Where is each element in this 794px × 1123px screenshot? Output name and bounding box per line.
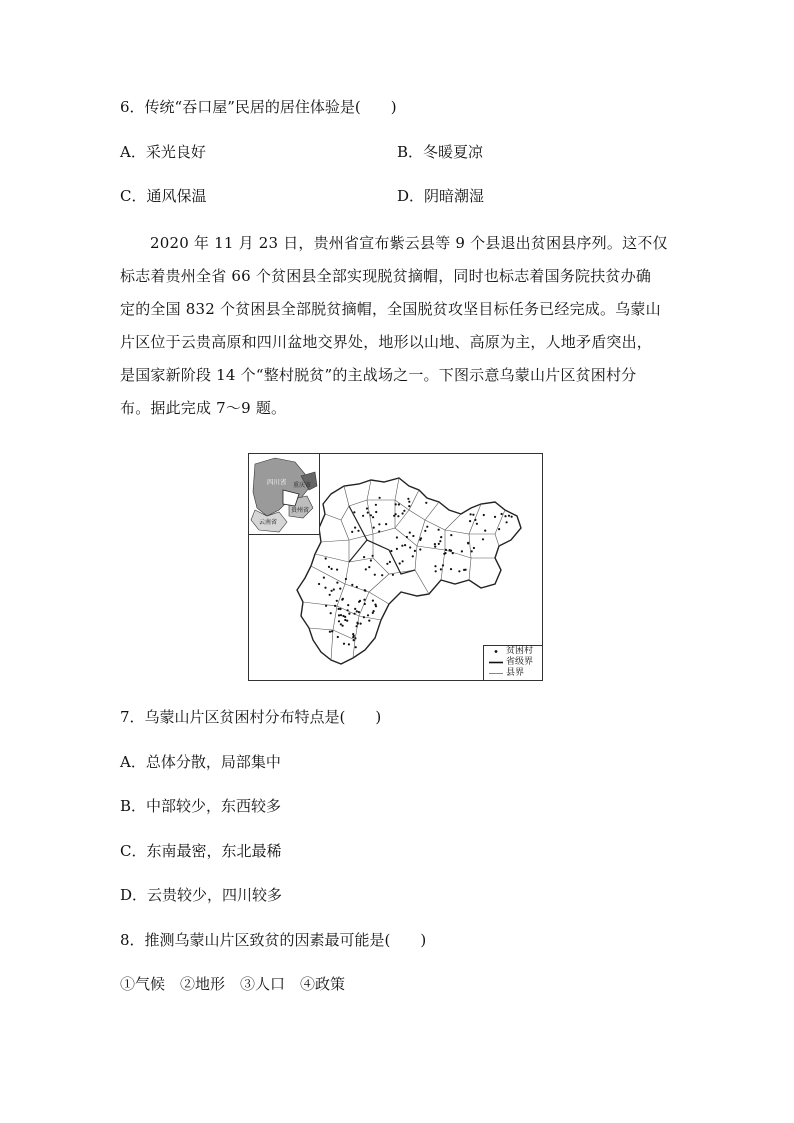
- legend-item-village: 贫困村: [484, 646, 542, 657]
- village-dot: [482, 538, 484, 540]
- village-dot: [373, 527, 375, 529]
- village-dot: [363, 616, 365, 618]
- map-legend: [483, 645, 542, 680]
- village-dot: [357, 530, 359, 532]
- village-dot: [318, 583, 320, 585]
- village-dot: [336, 582, 338, 584]
- village-dot: [372, 600, 374, 602]
- village-dot: [368, 620, 370, 622]
- village-dot: [330, 612, 332, 614]
- village-dot: [461, 550, 463, 552]
- q7-option-d: D．云贵较少，四川较多: [120, 886, 283, 904]
- village-dot: [325, 605, 327, 607]
- village-dot: [425, 502, 427, 504]
- village-dot: [343, 643, 345, 645]
- village-dot: [434, 546, 436, 548]
- q7-stem: 7．乌蒙山片区贫困村分布特点是( ): [120, 708, 382, 726]
- village-dot: [338, 608, 340, 610]
- q7-option-a: A．总体分散，局部集中: [120, 753, 281, 771]
- village-dot: [402, 560, 404, 562]
- village-dot: [348, 613, 350, 615]
- village-dot: [408, 501, 410, 503]
- village-dot: [470, 513, 472, 515]
- village-dot: [370, 514, 372, 516]
- village-dot: [401, 545, 403, 547]
- village-dot: [402, 512, 404, 514]
- village-dot: [331, 630, 333, 632]
- q6-option-b: B．冬暖夏凉: [397, 143, 484, 161]
- legend-item-province-border: 省级界: [484, 657, 542, 668]
- village-dot: [386, 563, 388, 565]
- thick-line-icon: [488, 657, 504, 668]
- village-dot: [367, 614, 369, 616]
- dot-icon: [488, 646, 504, 657]
- village-dot: [363, 556, 365, 558]
- village-dot: [484, 530, 486, 532]
- village-dot: [354, 613, 356, 615]
- village-dot: [442, 564, 444, 566]
- village-dot: [450, 550, 452, 552]
- village-dot: [409, 546, 411, 548]
- village-dot: [323, 577, 325, 579]
- village-dot: [450, 568, 452, 570]
- village-dot: [440, 568, 442, 570]
- village-dot: [420, 537, 422, 539]
- village-dot: [440, 536, 442, 538]
- q6-stem: 6．传统“吞口屋”民居的居住体验是( ): [120, 98, 397, 116]
- inset-label-guizhou: 贵州省: [291, 507, 310, 514]
- village-dot: [407, 498, 409, 500]
- location-inset-map: [249, 454, 320, 535]
- village-dot: [426, 526, 428, 528]
- village-dot: [362, 515, 364, 517]
- village-dot: [412, 535, 414, 537]
- village-dot: [346, 620, 348, 622]
- village-dot: [356, 586, 358, 588]
- village-dot: [406, 536, 408, 538]
- q8-factors: ①气候 ②地形 ③人口 ④政策: [120, 975, 346, 993]
- village-dot: [337, 636, 339, 638]
- village-dot: [424, 530, 426, 532]
- village-dot: [342, 625, 344, 627]
- q6-option-a: A．采光良好: [120, 143, 206, 161]
- village-dot: [336, 569, 338, 571]
- village-dot: [355, 646, 357, 648]
- village-dot: [450, 534, 452, 536]
- village-dot: [329, 631, 331, 633]
- q6-option-d: D．阴暗潮湿: [397, 187, 485, 205]
- village-dot: [414, 550, 416, 552]
- village-dot: [467, 542, 469, 544]
- legend-item-county-border: 县界: [484, 668, 542, 679]
- village-dot: [347, 609, 349, 611]
- village-dot: [469, 520, 471, 522]
- village-dot: [353, 639, 355, 641]
- inset-label-yunnan: 云南省: [259, 519, 278, 526]
- village-dot: [506, 521, 508, 523]
- village-dot: [395, 503, 397, 505]
- village-dot: [381, 574, 383, 576]
- village-dot: [412, 555, 414, 557]
- village-dot: [372, 555, 374, 557]
- village-dot: [372, 612, 374, 614]
- village-dot: [390, 550, 392, 552]
- village-dot: [354, 637, 356, 639]
- village-dot: [393, 515, 395, 517]
- village-dot: [474, 519, 476, 521]
- village-dot: [409, 532, 411, 534]
- village-dot: [389, 561, 391, 563]
- q7-option-b: B．中部较少，东西较多: [120, 797, 282, 815]
- village-dot: [494, 516, 496, 518]
- village-dot: [504, 515, 506, 517]
- village-dot: [498, 528, 500, 530]
- village-dot: [329, 594, 331, 596]
- village-dot: [472, 514, 474, 516]
- village-dot: [338, 620, 340, 622]
- village-dot: [445, 549, 447, 551]
- village-dot: [363, 599, 365, 601]
- village-dot: [333, 588, 335, 590]
- passage-line-2: 标志着贵州全省 66 个贫困县全部实现脱贫摘帽，同时也标志着国务院扶贫办确: [120, 267, 652, 285]
- village-dot: [398, 503, 400, 505]
- village-dot: [366, 507, 368, 509]
- village-dot: [340, 623, 342, 625]
- village-dot: [354, 527, 356, 529]
- village-dot: [328, 566, 330, 568]
- village-dot: [351, 584, 353, 586]
- village-dot: [364, 603, 366, 605]
- village-dot: [353, 511, 355, 513]
- village-dot: [465, 569, 467, 571]
- village-dot: [435, 570, 437, 572]
- village-dot: [501, 513, 503, 515]
- village-dot: [331, 590, 333, 592]
- village-dot: [434, 565, 436, 567]
- village-dot: [360, 623, 362, 625]
- village-dot: [458, 570, 460, 572]
- village-dot: [358, 611, 360, 613]
- village-dot: [367, 512, 369, 514]
- passage-line-4: 片区位于云贵高原和四川盆地交界处，地形以山地、高原为主，人地矛盾突出，: [120, 333, 653, 351]
- village-dot: [370, 559, 372, 561]
- passage-line-3: 定的全国 832 个贫困县全部脱贫摘帽，全国脱贫攻坚目标任务已经完成。乌蒙山: [120, 300, 661, 318]
- village-dot: [325, 557, 327, 559]
- village-dot: [357, 623, 359, 625]
- village-dot: [404, 544, 406, 546]
- village-dot: [378, 530, 380, 532]
- village-dot: [344, 616, 346, 618]
- village-dot: [508, 515, 510, 517]
- village-dot: [356, 610, 358, 612]
- village-dot: [345, 578, 347, 580]
- village-dot: [396, 548, 398, 550]
- village-dot: [452, 552, 454, 554]
- village-dot: [379, 497, 381, 499]
- village-dot: [339, 588, 341, 590]
- thin-line-icon: [488, 668, 504, 679]
- village-dot: [352, 633, 354, 635]
- q7-option-c: C．东南最密，东北最稀: [120, 842, 282, 860]
- village-dot: [334, 605, 336, 607]
- village-dot: [443, 553, 445, 555]
- village-dot: [356, 625, 358, 627]
- village-dot: [374, 604, 376, 606]
- village-dot: [511, 516, 513, 518]
- passage-line-1: 2020 年 11 月 23 日，贵州省宣布紫云县等 9 个县退出贫困县序列。这不仅: [150, 234, 668, 252]
- village-dot: [392, 574, 394, 576]
- village-dot: [399, 562, 401, 564]
- q6-option-c: C．通风保温: [120, 187, 207, 205]
- passage-line-5: 是国家新阶段 14 个“整村脱贫”的主战场之一。下图示意乌蒙山片区贫困村分: [120, 366, 637, 384]
- village-dot: [338, 614, 340, 616]
- village-dot: [365, 568, 367, 570]
- poverty-village-map: [248, 453, 543, 681]
- village-dot: [419, 548, 421, 550]
- village-dot: [344, 619, 346, 621]
- village-dot: [340, 614, 342, 616]
- village-dot: [396, 536, 398, 538]
- village-dot: [374, 574, 376, 576]
- village-dot: [397, 515, 399, 517]
- village-dot: [375, 511, 377, 513]
- village-dot: [471, 550, 473, 552]
- village-dot: [331, 568, 333, 570]
- village-dot: [368, 566, 370, 568]
- village-dot: [341, 599, 343, 601]
- village-dot: [348, 643, 350, 645]
- village-dot: [483, 514, 485, 516]
- village-dot: [434, 543, 436, 545]
- inset-label-chongqing: 重庆市: [293, 482, 312, 489]
- village-dot: [385, 523, 387, 525]
- village-dot: [351, 531, 353, 533]
- q8-stem: 8．推测乌蒙山片区致贫的因素最可能是( ): [120, 931, 427, 949]
- village-dot: [439, 540, 441, 542]
- village-dot: [372, 516, 374, 518]
- village-dot: [438, 543, 440, 545]
- village-dot: [354, 608, 356, 610]
- inset-label-sichuan: 四川省: [267, 478, 287, 486]
- village-dot: [358, 601, 360, 603]
- village-dot: [476, 523, 478, 525]
- village-dot: [408, 505, 410, 507]
- village-dot: [364, 590, 366, 592]
- village-dot: [324, 587, 326, 589]
- village-dot: [339, 608, 341, 610]
- village-dot: [347, 604, 349, 606]
- village-dot: [336, 600, 338, 602]
- passage-line-6: 布。据此完成 7～9 题。: [120, 399, 287, 417]
- village-dot: [375, 504, 377, 506]
- village-dot: [473, 547, 475, 549]
- village-dot: [403, 510, 405, 512]
- village-dot: [378, 523, 380, 525]
- village-dot: [438, 529, 440, 531]
